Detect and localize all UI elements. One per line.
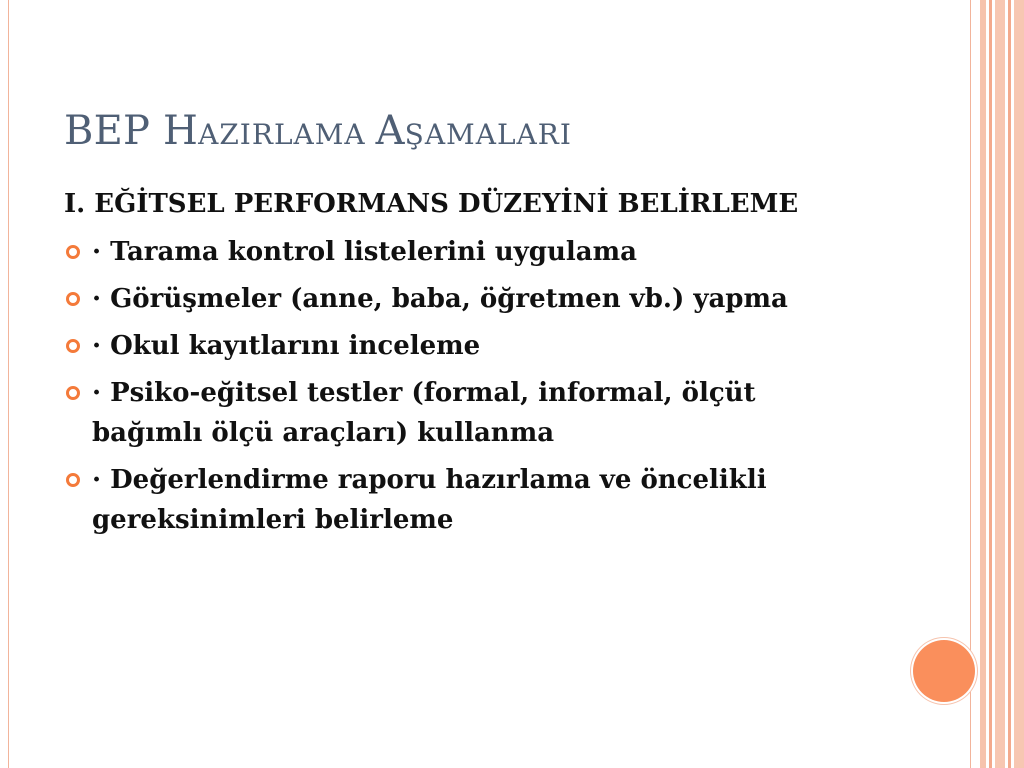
title-part: ŞAMALARI: [404, 118, 572, 151]
bullet-text: · Okul kayıtlarını inceleme: [92, 331, 481, 361]
decor-stripe: [995, 0, 1005, 768]
bullet-text: · Tarama kontrol listelerini uygulama: [92, 237, 637, 267]
right-border-line: [970, 0, 971, 768]
section-heading: I. EĞİTSEL PERFORMANS DÜZEYİNİ BELİRLEME: [64, 189, 799, 219]
slide-title: [64, 104, 572, 162]
bullet-text: · Değerlendirme raporu hazırlama ve öncelikli gereksinimleri belirleme: [92, 465, 767, 535]
left-border-line: [8, 0, 9, 768]
decor-stripe: [1008, 0, 1011, 768]
bullet-list: [64, 232, 854, 540]
hollow-circle-icon: [66, 386, 80, 400]
bullet-text: · Görüşmeler (anne, baba, öğretmen vb.) yapma: [92, 284, 788, 314]
bullet-item: [64, 279, 854, 319]
decor-stripe: [980, 0, 986, 768]
decor-circle: [913, 640, 975, 702]
title-part: AZIRLAMA: [198, 118, 376, 151]
hollow-circle-icon: [66, 473, 80, 487]
bullet-text: · Psiko-eğitsel testler (formal, informal, ölçüt bağımlı ölçü araçları) kullanma: [92, 378, 756, 448]
bullet-item: [64, 373, 854, 453]
decor-stripe: [989, 0, 992, 768]
title-part: H: [163, 108, 199, 154]
hollow-circle-icon: [66, 292, 80, 306]
decor-stripe: [1014, 0, 1024, 768]
bullet-item: [64, 326, 854, 366]
bullet-item: [64, 460, 854, 540]
hollow-circle-icon: [66, 339, 80, 353]
title-part: BEP: [64, 108, 164, 154]
hollow-circle-icon: [66, 245, 80, 259]
title-part: A: [375, 108, 405, 154]
bullet-item: [64, 232, 854, 272]
slide-content: [64, 184, 854, 547]
